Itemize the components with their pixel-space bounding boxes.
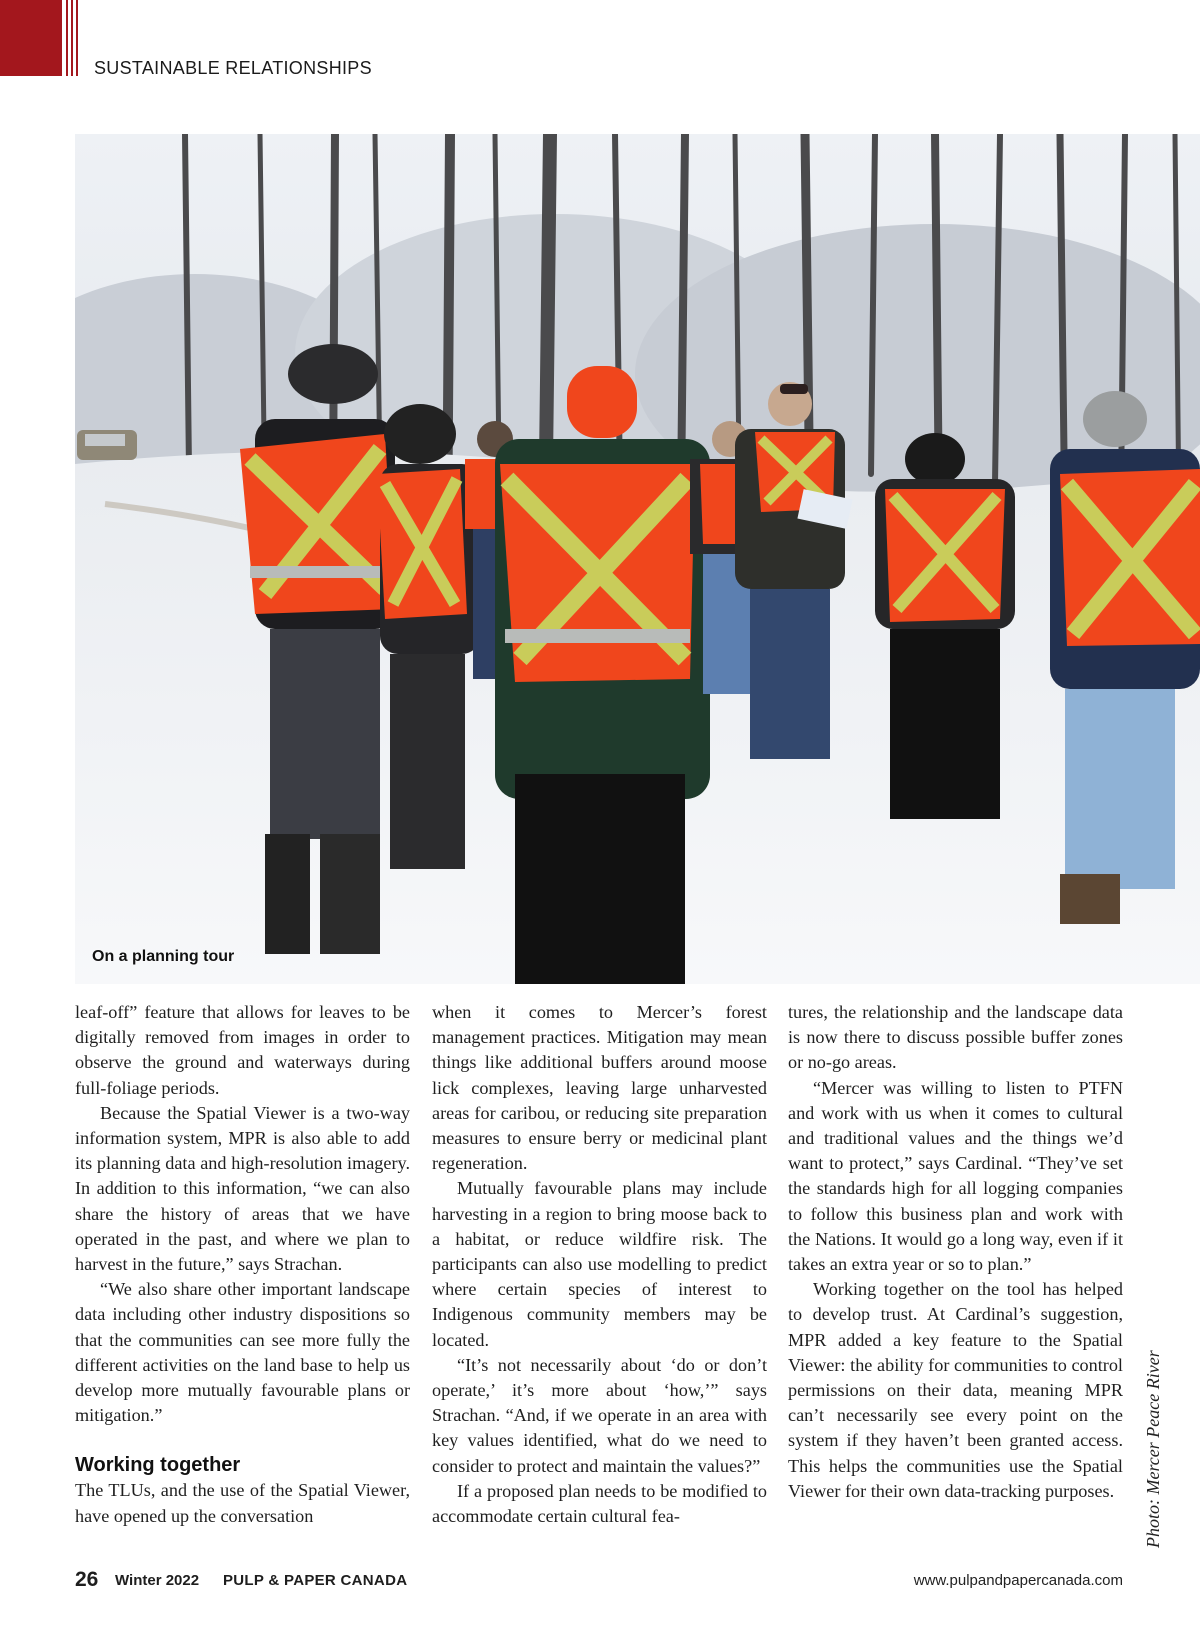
person-figure [495,366,710,984]
header-rule-line [71,0,73,76]
article-photo [75,134,1200,984]
paragraph: Working together on the tool has helped to develop trust. At Cardinal’s suggestion, MPR added a key feature to the Spatial Viewer: the ability for communities to control permissions on their data, meaning MPR can’t necessarily see every point on the system if they haven’t been granted access. This helps the communities use the Spatial Viewer for their own data-tracking purposes. [788,1279,1123,1501]
photo-credit: Photo: Mercer Peace River [1143,1350,1163,1548]
header-red-tab [0,0,62,76]
paragraph: If a proposed plan needs to be modified to accommodate certain cultural fea- [432,1480,767,1527]
paragraph: Mutually favourable plans may include harvesting in a region to bring moose back to a habitat, or reduce wildfire risk. The participants can also use modelling to predict where certain species of interest to Indigenous community members may be located. [432,1178,767,1350]
paragraph: Because the Spatial Viewer is a two-way information system, MPR is also able to add its planning data and high-resolution imagery. In addition to this information, “we can also share the history of areas that we have operated in the past, and where we plan to harvest in the future,” says Strachan. [75,1102,410,1275]
paragraph: leaf-off” feature that allows for leaves to be digitally removed from images in order to observe the ground and waterways during full-foliage periods. [75,1002,410,1098]
paragraph: The TLUs, and the use of the Spatial Viewer, have opened up the conversation [75,1480,410,1526]
photo-caption: On a planning tour [92,948,235,965]
paragraph: “Mercer was willing to listen to PTFN and work with us when it comes to cultural and traditional values and the things we’d want to protect,” says Cardinal. “They’ve set the standards high for all logging companies to follow this business plan and work with the Nations. It would go a long way, even if it takes an extra year or so to plan.” [788,1077,1123,1275]
paragraph: “It’s not necessarily about ‘do or don’t operate,’ it’s more about ‘how,’” says Strachan. “And, if we operate in an area with key values identified, what do we need to consider to protect and maintain the values?” [432,1354,767,1476]
person-figure [875,433,1015,819]
article-column-1 [75,1000,410,1529]
issue-label: Winter 2022 [115,1572,200,1589]
page-number: 26 [75,1568,99,1591]
person-figure [377,404,480,869]
paragraph: tures, the relationship and the landscape data is now there to discuss possible buffer zones or no-go areas. [788,1002,1123,1073]
photo-illustration [75,134,1200,984]
header-rule-line [76,0,78,76]
paragraph: “We also share other important landscape data including other industry dispositions so that the communities can see more fully the different activities on the land base to help us develop more mutually favourable plans or mitigation.” [75,1279,410,1426]
page-footer [75,1568,1123,1598]
section-heading: Working together [75,1454,241,1477]
section-label: SUSTAINABLE RELATIONSHIPS [94,58,372,78]
article-column-2 [432,1000,767,1529]
article-column-3 [788,1000,1123,1504]
website-url: www.pulpandpapercanada.com [913,1572,1123,1589]
publication-name: PULP & PAPER CANADA [223,1572,408,1589]
header-rule-line [66,0,68,76]
paragraph: when it comes to Mercer’s forest management practices. Mitigation may mean things like additional buffers around moose lick complexes, leaving large unharvested areas for caribou, or reducing site preparation measures to ensure berry or medicinal plant regeneration. [432,1002,767,1174]
